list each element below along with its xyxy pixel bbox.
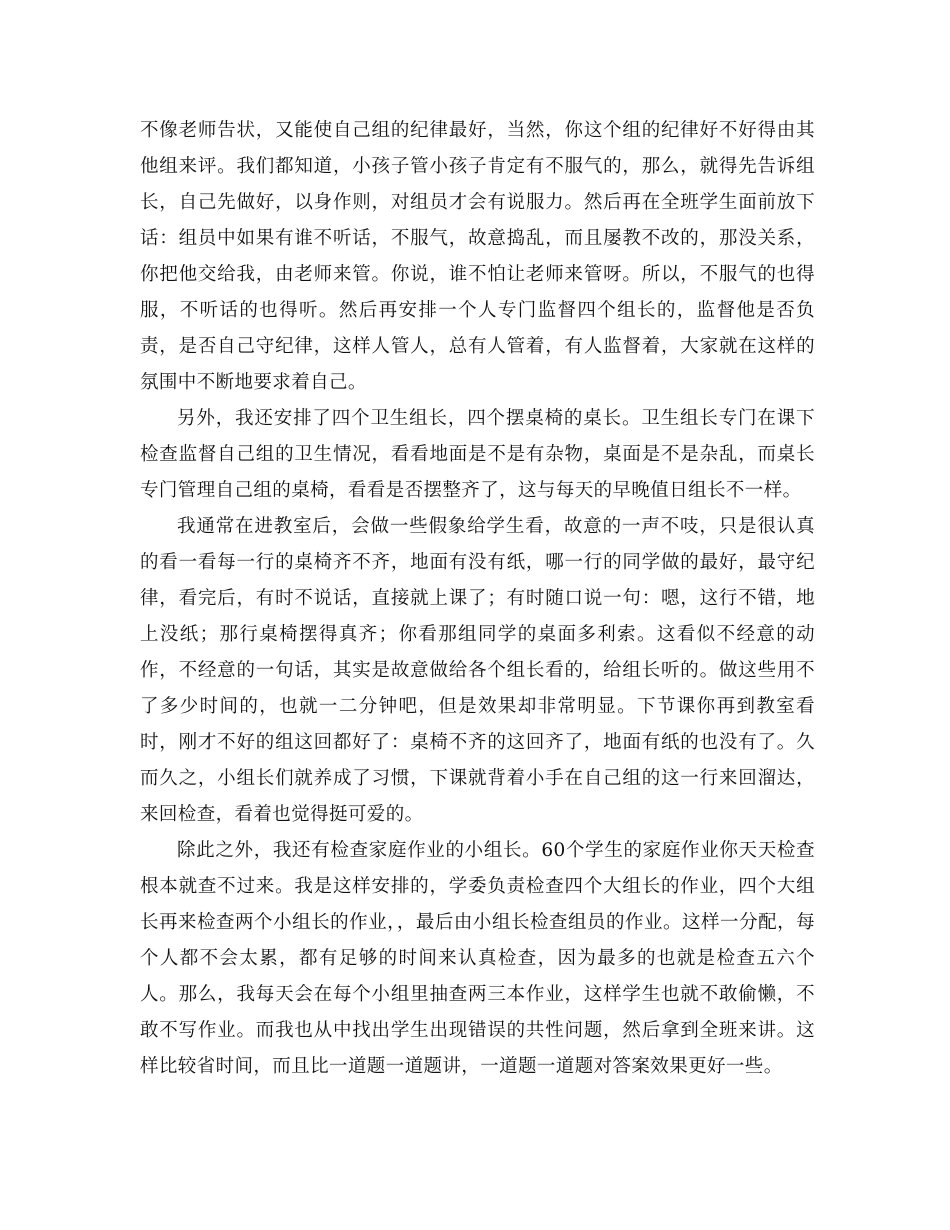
document-body — [140, 113, 815, 1085]
paragraph-4: 除此之外，我还有检查家庭作业的小组长。60个学生的家庭作业你天天检查根本就查不过来。我是这样安排的，学委负责检查四个大组长的作业，四个大组长再来检查两个小组长的作业，，最后由小组长检查组员的作业。这样一分配，每个人都不会太累，都有足够的时间来认真检查，因为最多的也就是检查五六个人。那么，我每天会在每个小组里抽查两三本作业，这样学生也就不敢偷懒，不敢不写作业。而我也从中找出学生出现错误的共性问题，然后拿到全班来讲。这样比较省时间，而且比一道题一道题讲，一道题一道题对答案效果更好一些。 — [140, 840, 815, 1077]
paragraph-2: 另外，我还安排了四个卫生组长，四个摆桌椅的桌长。卫生组长专门在课下检查监督自己组的卫生情况，看看地面是不是有杂物，桌面是不是杂乱，而桌长专门管理自己组的桌椅，看看是否摆整齐了，这与每天的早晚值日组长不一样。 — [140, 408, 815, 501]
paragraph-3: 我通常在进教室后，会做一些假象给学生看，故意的一声不吱，只是很认真的看一看每一行的桌椅齐不齐，地面有没有纸，哪一行的同学做的最好，最守纪律，看完后，有时不说话，直接就上课了；有时随口说一句：嗯，这行不错，地上没纸；那行桌椅摆得真齐；你看那组同学的桌面多利索。这看似不经意的动作，不经意的一句话，其实是故意做给各个组长看的，给组长听的。做这些用不了多少时间的，也就一二分钟吧，但是效果却非常明显。下节课你再到教室看时，刚才不好的组这回都好了：桌椅不齐的这回齐了，地面有纸的也没有了。久而久之，小组长们就养成了习惯，下课就背着小手在自己组的这一行来回溜达，来回检查，看着也觉得挺可爱的。 — [140, 516, 815, 825]
paragraph-1: 不像老师告状，又能使自己组的纪律最好，当然，你这个组的纪律好不好得由其他组来评。我们都知道，小孩子管小孩子肯定有不服气的，那么，就得先告诉组长，自己先做好，以身作则，对组员才会有说服力。然后再在全班学生面前放下话：组员中如果有谁不听话，不服气，故意捣乱，而且屡教不改的，那没关系，你把他交给我，由老师来管。你说，谁不怕让老师来管呀。所以，不服气的也得服，不听话的也得听。然后再安排一个人专门监督四个组长的，监督他是否负责，是否自己守纪律，这样人管人，总有人管着，有人监督着，大家就在这样的氛围中不断地要求着自己。 — [140, 120, 815, 393]
